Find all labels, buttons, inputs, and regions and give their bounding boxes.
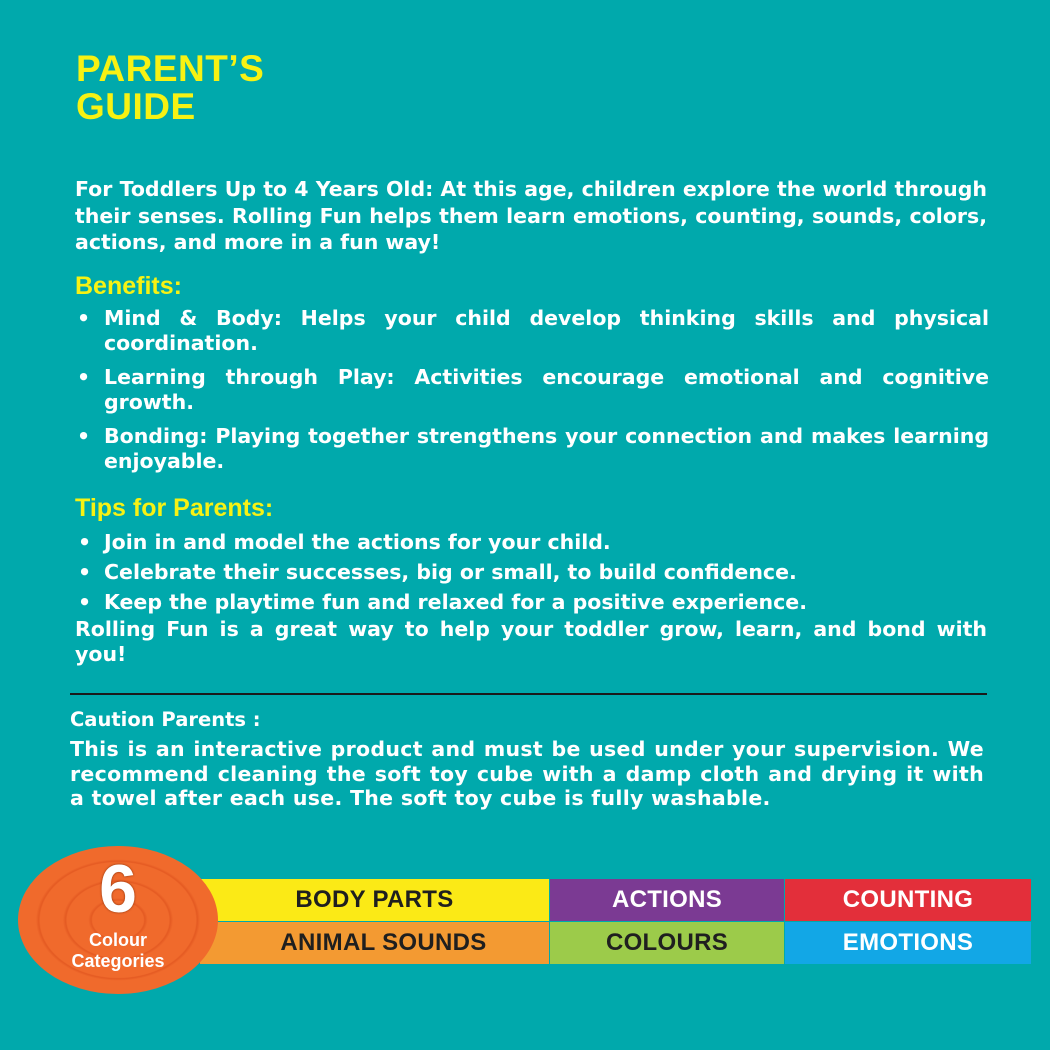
title-line-2: GUIDE: [76, 86, 196, 127]
bullet-icon: •: [77, 424, 91, 448]
tip-text: Celebrate their successes, big or small, to build confidence.: [104, 560, 797, 584]
badge-label-line-2: Categories: [71, 951, 165, 971]
benefit-text: Learning through Play: Activities encourage emotional and cognitive growth.: [104, 365, 989, 414]
category-actions: ACTIONS: [550, 879, 784, 921]
badge-label-line-1: Colour: [89, 930, 147, 950]
intro-paragraph: For Toddlers Up to 4 Years Old: At this age, children explore the world through their senses. Rolling Fun helps them learn emotions, counting, sounds, colors, actions, and more in a fun way!: [75, 177, 987, 254]
benefit-item: [75, 424, 989, 473]
tip-item: [76, 587, 988, 617]
page-title: [76, 50, 476, 126]
caution-heading: Caution Parents :: [70, 708, 261, 731]
bullet-icon: •: [77, 365, 91, 389]
category-colours: COLOURS: [550, 922, 784, 964]
colour-categories-badge: [18, 846, 218, 994]
closing-paragraph: Rolling Fun is a great way to help your toddler grow, learn, and bond with you!: [75, 617, 987, 666]
title-line-1: PARENT’S: [76, 48, 265, 89]
section-divider: [70, 693, 987, 695]
bullet-icon: •: [77, 306, 91, 330]
category-animal-sounds: ANIMAL SOUNDS: [200, 922, 549, 964]
category-emotions: EMOTIONS: [785, 922, 1031, 964]
badge-number: 6: [99, 851, 137, 927]
bullet-icon: •: [78, 590, 92, 614]
benefit-text: Mind & Body: Helps your child develop thinking skills and physical coordination.: [104, 306, 989, 355]
tip-item: [76, 557, 988, 587]
category-counting: COUNTING: [785, 879, 1031, 921]
benefits-list: [75, 306, 989, 483]
benefits-heading: Benefits:: [75, 272, 182, 300]
category-body-parts: BODY PARTS: [200, 879, 549, 921]
benefit-item: [75, 365, 989, 414]
tip-text: Join in and model the actions for your child.: [104, 530, 611, 554]
tips-list: [76, 527, 988, 617]
benefit-item: [75, 306, 989, 355]
caution-paragraph: This is an interactive product and must be used under your supervision. We recommend cleaning the soft toy cube with a damp cloth and drying it with a towel after each use. The soft toy cube is fully washable.: [70, 737, 984, 810]
tips-heading: Tips for Parents:: [75, 494, 274, 522]
tip-text: Keep the playtime fun and relaxed for a positive experience.: [104, 590, 807, 614]
bullet-icon: •: [78, 530, 92, 554]
benefit-text: Bonding: Playing together strengthens your connection and makes learning enjoyable.: [104, 424, 989, 473]
tip-item: [76, 527, 988, 557]
bullet-icon: •: [78, 560, 92, 584]
